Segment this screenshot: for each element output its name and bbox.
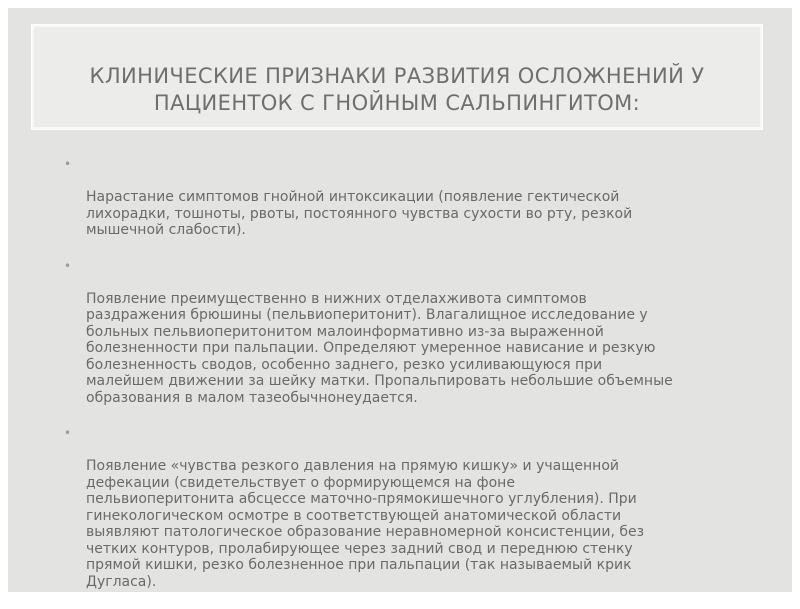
- title-box: [31, 24, 763, 130]
- slide-title: КЛИНИЧЕСКИЕ ПРИЗНАКИ РАЗВИТИЯ ОСЛОЖНЕНИЙ У ПАЦИЕНТОК С ГНОЙНЫМ САЛЬПИНГИТОМ:: [89, 64, 705, 115]
- slide: [8, 8, 792, 592]
- bullet-item-douglas-abscess: [60, 425, 765, 590]
- bullet-text: Появление преимущественно в нижних отделахживота симптомов раздражения брюшины (пельвиоперитонит). Влагалищное исследование у больных пельвиоперитонитом малоинформативно из-за выраженной болезненности при пальпации. Определяют умеренное нависание и резкую болезненность сводов, особенно заднего, резко усиливающуюся при малейшем движении за шейку матки. Пропальпировать небольшие объемные образования в малом тазеобычнонеудается.: [86, 290, 673, 406]
- bullet-item-peritonitis: [60, 258, 765, 407]
- bullet-dot-icon: •: [64, 258, 72, 273]
- bullet-dot-icon: •: [64, 426, 72, 440]
- bullet-text: Появление «чувства резкого давления на прямую кишку» и учащенной дефекации (свидетельствует о формирующемся на фоне пельвиоперитонита абсцессе маточно-прямокишечного углубления). При гинекологическом осмотре в соответствующей анатомической области выявляют патологическое образование неравномерной консистенции, без четких контуров, пролабирующее через задний свод и переднюю стенку прямой кишки, резко болезненное при пальпации (так называемый крик Дугласа).: [86, 458, 645, 590]
- bullet-list: [60, 156, 765, 609]
- bullet-item-intoxication: [60, 156, 765, 239]
- bullet-dot-icon: •: [64, 157, 72, 171]
- bullet-text: Нарастание симптомов гнойной интоксикации (появление гектической лихорадки, тошноты, рвоты, постоянного чувства сухости во рту, резкой мышечной слабости).: [86, 189, 633, 238]
